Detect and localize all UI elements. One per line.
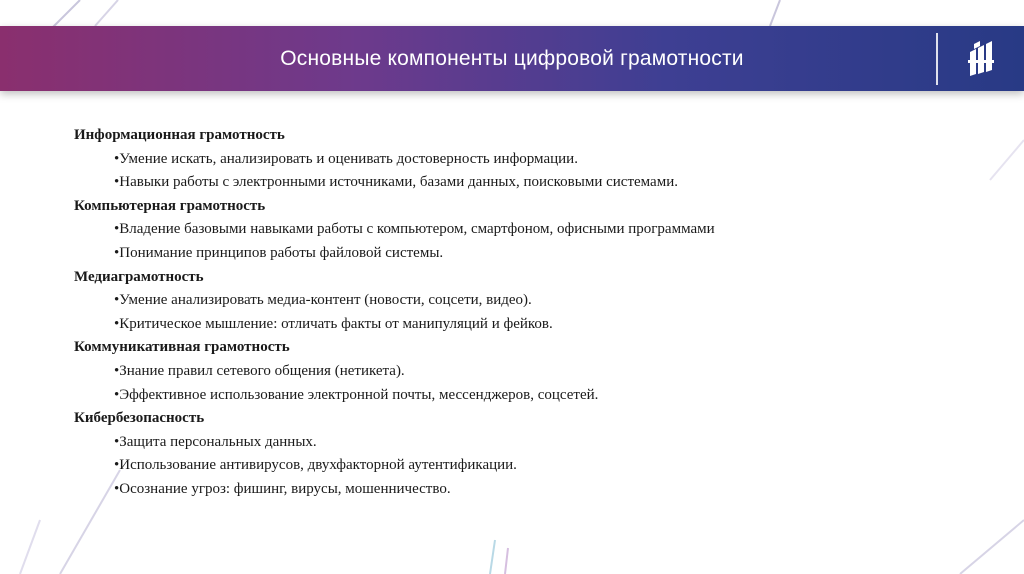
bullet-item: •Критическое мышление: отличать факты от манипуляций и фейков. — [114, 315, 553, 332]
content-list — [74, 124, 794, 502]
section-title: Коммуникативная грамотность — [74, 339, 290, 356]
bullet-item: •Навыки работы с электронными источниками, базами данных, поисковыми системами. — [114, 174, 678, 191]
section-title: Кибербезопасность — [74, 410, 205, 427]
bullet-item: •Эффективное использование электронной почты, мессенджеров, соцсетей. — [114, 386, 599, 403]
bullet-item: •Осознание угроз: фишинг, вирусы, мошенничество. — [114, 480, 451, 497]
title-banner — [0, 26, 1024, 91]
bullet-item: •Владение базовыми навыками работы с компьютером, смартфоном, офисными программами — [114, 221, 715, 238]
section-title: Информационная грамотность — [74, 127, 285, 143]
page-title: Основные компоненты цифровой грамотности — [280, 47, 744, 70]
bullet-item: •Умение искать, анализировать и оценивать достоверность информации. — [114, 150, 578, 167]
bullet-item: •Понимание принципов работы файловой системы. — [114, 244, 444, 261]
section-title: Медиаграмотность — [74, 268, 204, 285]
bullet-item: •Использование антивирусов, двухфакторной аутентификации. — [114, 457, 517, 474]
section-title: Компьютерная грамотность — [74, 197, 266, 214]
bullet-item: •Защита персональных данных. — [114, 433, 317, 450]
brand-logo-icon — [962, 40, 1000, 78]
bullet-item: •Умение анализировать медиа-контент (новости, соцсети, видео). — [114, 292, 532, 309]
bullet-item: •Знание правил сетевого общения (нетикета). — [114, 362, 405, 379]
banner-divider — [936, 33, 938, 85]
